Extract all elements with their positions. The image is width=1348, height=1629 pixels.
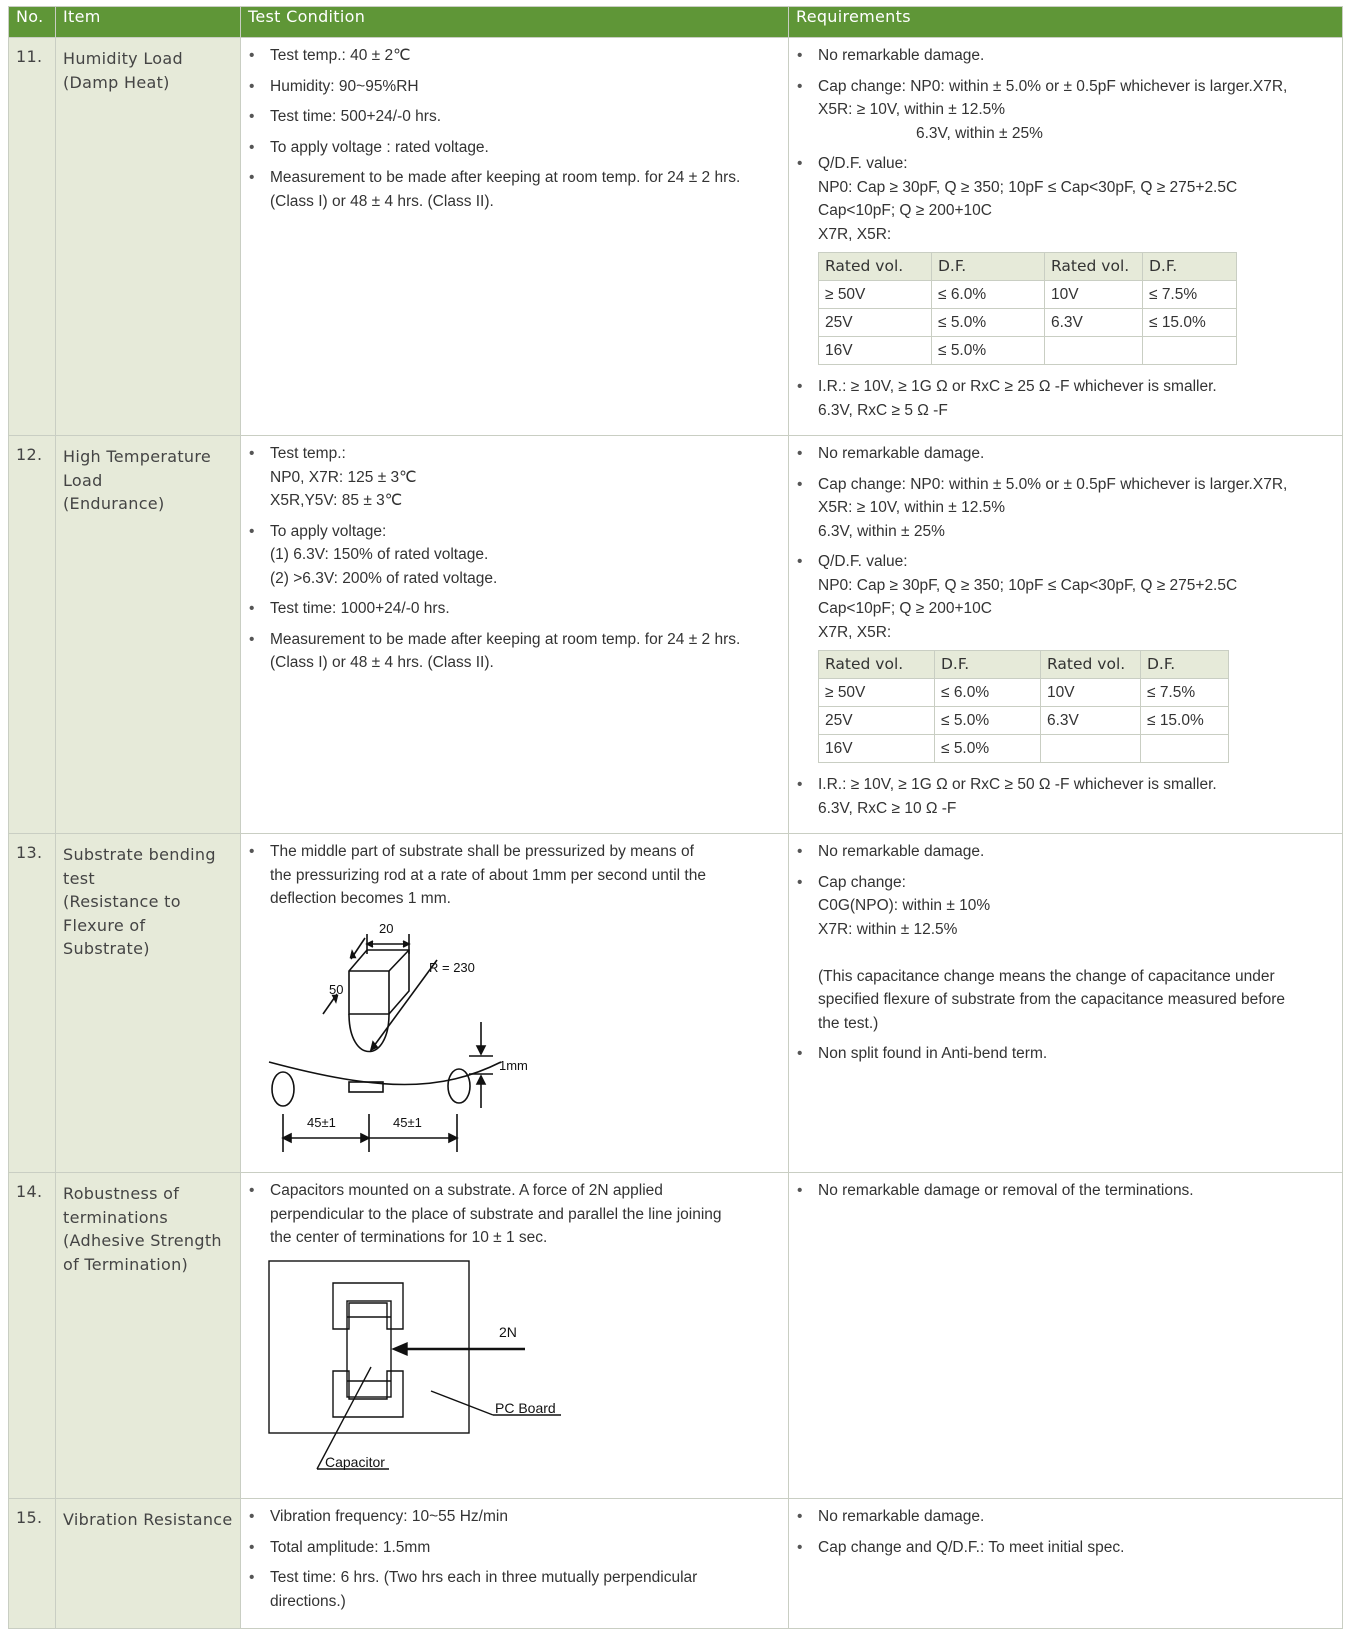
table-row	[9, 834, 1343, 1173]
list-item: • Measurement to be made after keeping at room temp. for 24 ± 2 hrs. (Class I) or 48 ± 4 hrs. (Class II).	[241, 166, 782, 213]
item-name: Vibration Resistance	[63, 1510, 233, 1529]
list-item: • To apply voltage : rated voltage.	[241, 136, 782, 160]
list-item: • Test temp.: NP0, X7R: 125 ± 3℃ X5R,Y5V: 85 ± 3℃	[241, 442, 782, 513]
list-item: • Test temp.: 40 ± 2℃	[241, 44, 782, 68]
row-number: 12.	[16, 445, 43, 464]
list-item: • Test time: 6 hrs. (Two hrs each in three mutually perpendicular directions.)	[241, 1566, 782, 1613]
header-item: Item	[56, 7, 241, 38]
table-row	[9, 1499, 1343, 1629]
figure-label-board: PC Board	[495, 1399, 556, 1416]
list-item: • The middle part of substrate shall be pressurized by means of the pressurizing rod at a rate of about 1mm per second until the deflection becomes 1 mm.	[241, 840, 782, 911]
table-row	[9, 1173, 1343, 1499]
item-name: Robustness of terminations (Adhesive Strength of Termination)	[63, 1184, 222, 1274]
list-item: • Cap change and Q/D.F.: To meet initial spec.	[789, 1536, 1336, 1560]
list-item: • Vibration frequency: 10~55 Hz/min	[241, 1505, 782, 1529]
list-item: • To apply voltage: (1) 6.3V: 150% of rated voltage. (2) >6.3V: 200% of rated voltage.	[241, 520, 782, 591]
list-item: • Cap change: NP0: within ± 5.0% or ± 0.5pF whichever is larger.X7R, X5R: ≥ 10V, within ± 12.5% 6.3V, within ± 25%	[789, 75, 1336, 146]
test-conditions	[241, 834, 788, 911]
requirements	[789, 436, 1342, 833]
list-item: • No remarkable damage.	[789, 442, 1336, 466]
test-conditions	[241, 436, 788, 688]
figure-label-radius: R = 230	[429, 959, 475, 975]
figure-label-span-right: 45±1	[393, 1114, 422, 1130]
item-name: Humidity Load (Damp Heat)	[63, 49, 183, 92]
list-item: • I.R.: ≥ 10V, ≥ 1G Ω or RxC ≥ 50 Ω -F whichever is smaller. 6.3V, RxC ≥ 10 Ω -F	[789, 773, 1336, 820]
list-item: • Capacitors mounted on a substrate. A force of 2N applied perpendicular to the place of substrate and parallel the line joining the center of terminations for 10 ± 1 sec.	[241, 1179, 782, 1250]
list-item: • Total amplitude: 1.5mm	[241, 1536, 782, 1560]
test-conditions	[241, 38, 788, 226]
df-table: Rated vol. D.F. Rated vol. D.F. ≥ 50V ≤ 6.0% 10V ≤ 7.5% 25V ≤ 5.0% 6.3V ≤ 15.0% 16V ≤ 5.0%	[818, 252, 1237, 365]
figure-label-width: 20	[379, 920, 394, 936]
list-item: • Test time: 500+24/-0 hrs.	[241, 105, 782, 129]
figure-label-span-left: 45±1	[307, 1114, 336, 1130]
list-item: • Q/D.F. value: NP0: Cap ≥ 30pF, Q ≥ 350; 10pF ≤ Cap<30pF, Q ≥ 275+2.5C Cap<10pF; Q ≥ 200+10C X7R, X5R: Rated vol. D.F. Rated vol. D.F. ≥ 50V ≤ 6.0% 10V ≤ 7.5% 25V ≤ 5.0% 6.3V ≤ 15.0% 16V ≤ 5.0%	[789, 550, 1336, 763]
requirements	[789, 834, 1342, 1079]
list-item: • Non split found in Anti-bend term.	[789, 1042, 1336, 1066]
df-table: Rated vol. D.F. Rated vol. D.F. ≥ 50V ≤ 6.0% 10V ≤ 7.5% 25V ≤ 5.0% 6.3V ≤ 15.0% 16V ≤ 5.0%	[818, 650, 1229, 763]
row-number: 15.	[16, 1508, 43, 1527]
header-requirements: Requirements	[789, 7, 1343, 38]
row-number: 13.	[16, 843, 43, 862]
list-item: • No remarkable damage.	[789, 1505, 1336, 1529]
list-item: • No remarkable damage or removal of the terminations.	[789, 1179, 1336, 1203]
requirements	[789, 38, 1342, 435]
table-header	[9, 7, 1343, 38]
header-no: No.	[9, 7, 56, 38]
bending-test-figure	[261, 914, 551, 1154]
requirements	[789, 1173, 1342, 1216]
adhesive-test-figure	[261, 1257, 571, 1485]
figure-label-depth: 50	[329, 981, 344, 997]
list-item: • No remarkable damage.	[789, 44, 1336, 68]
list-item: • Measurement to be made after keeping at room temp. for 24 ± 2 hrs. (Class I) or 48 ± 4 hrs. (Class II).	[241, 628, 782, 675]
item-name: High Temperature Load (Endurance)	[63, 447, 212, 513]
table-row	[9, 38, 1343, 436]
list-item: • Q/D.F. value: NP0: Cap ≥ 30pF, Q ≥ 350; 10pF ≤ Cap<30pF, Q ≥ 275+2.5C Cap<10pF; Q ≥ 200+10C X7R, X5R: Rated vol. D.F. Rated vol. D.F. ≥ 50V ≤ 6.0% 10V ≤ 7.5% 25V ≤ 5.0% 6.3V ≤ 15.0% 16V ≤ 5.0%	[789, 152, 1336, 365]
spec-sheet	[8, 6, 1342, 1629]
test-conditions	[241, 1499, 788, 1626]
header-test-condition: Test Condition	[241, 7, 789, 38]
test-conditions	[241, 1173, 788, 1250]
list-item: • Cap change: NP0: within ± 5.0% or ± 0.5pF whichever is larger.X7R, X5R: ≥ 10V, within ± 12.5% 6.3V, within ± 25%	[789, 473, 1336, 544]
list-item: • Cap change: C0G(NPO): within ± 10% X7R: within ± 12.5% (This capacitance change means the change of capacitance under specified flexure of substrate from the capacitance measured before the test.)	[789, 871, 1336, 1036]
test-table	[8, 6, 1343, 1629]
row-number: 11.	[16, 47, 43, 66]
row-number: 14.	[16, 1182, 43, 1201]
item-name: Substrate bending test (Resistance to Flexure of Substrate)	[63, 845, 216, 958]
list-item: • Test time: 1000+24/-0 hrs.	[241, 597, 782, 621]
list-item: • Humidity: 90~95%RH	[241, 75, 782, 99]
list-item: • No remarkable damage.	[789, 840, 1336, 864]
figure-label-deflection: 1mm	[499, 1057, 528, 1073]
requirements	[789, 1499, 1342, 1572]
figure-label-capacitor: Capacitor	[325, 1453, 385, 1470]
list-item: • I.R.: ≥ 10V, ≥ 1G Ω or RxC ≥ 25 Ω -F whichever is smaller. 6.3V, RxC ≥ 5 Ω -F	[789, 375, 1336, 422]
figure-label-force: 2N	[499, 1323, 517, 1340]
table-row	[9, 436, 1343, 834]
